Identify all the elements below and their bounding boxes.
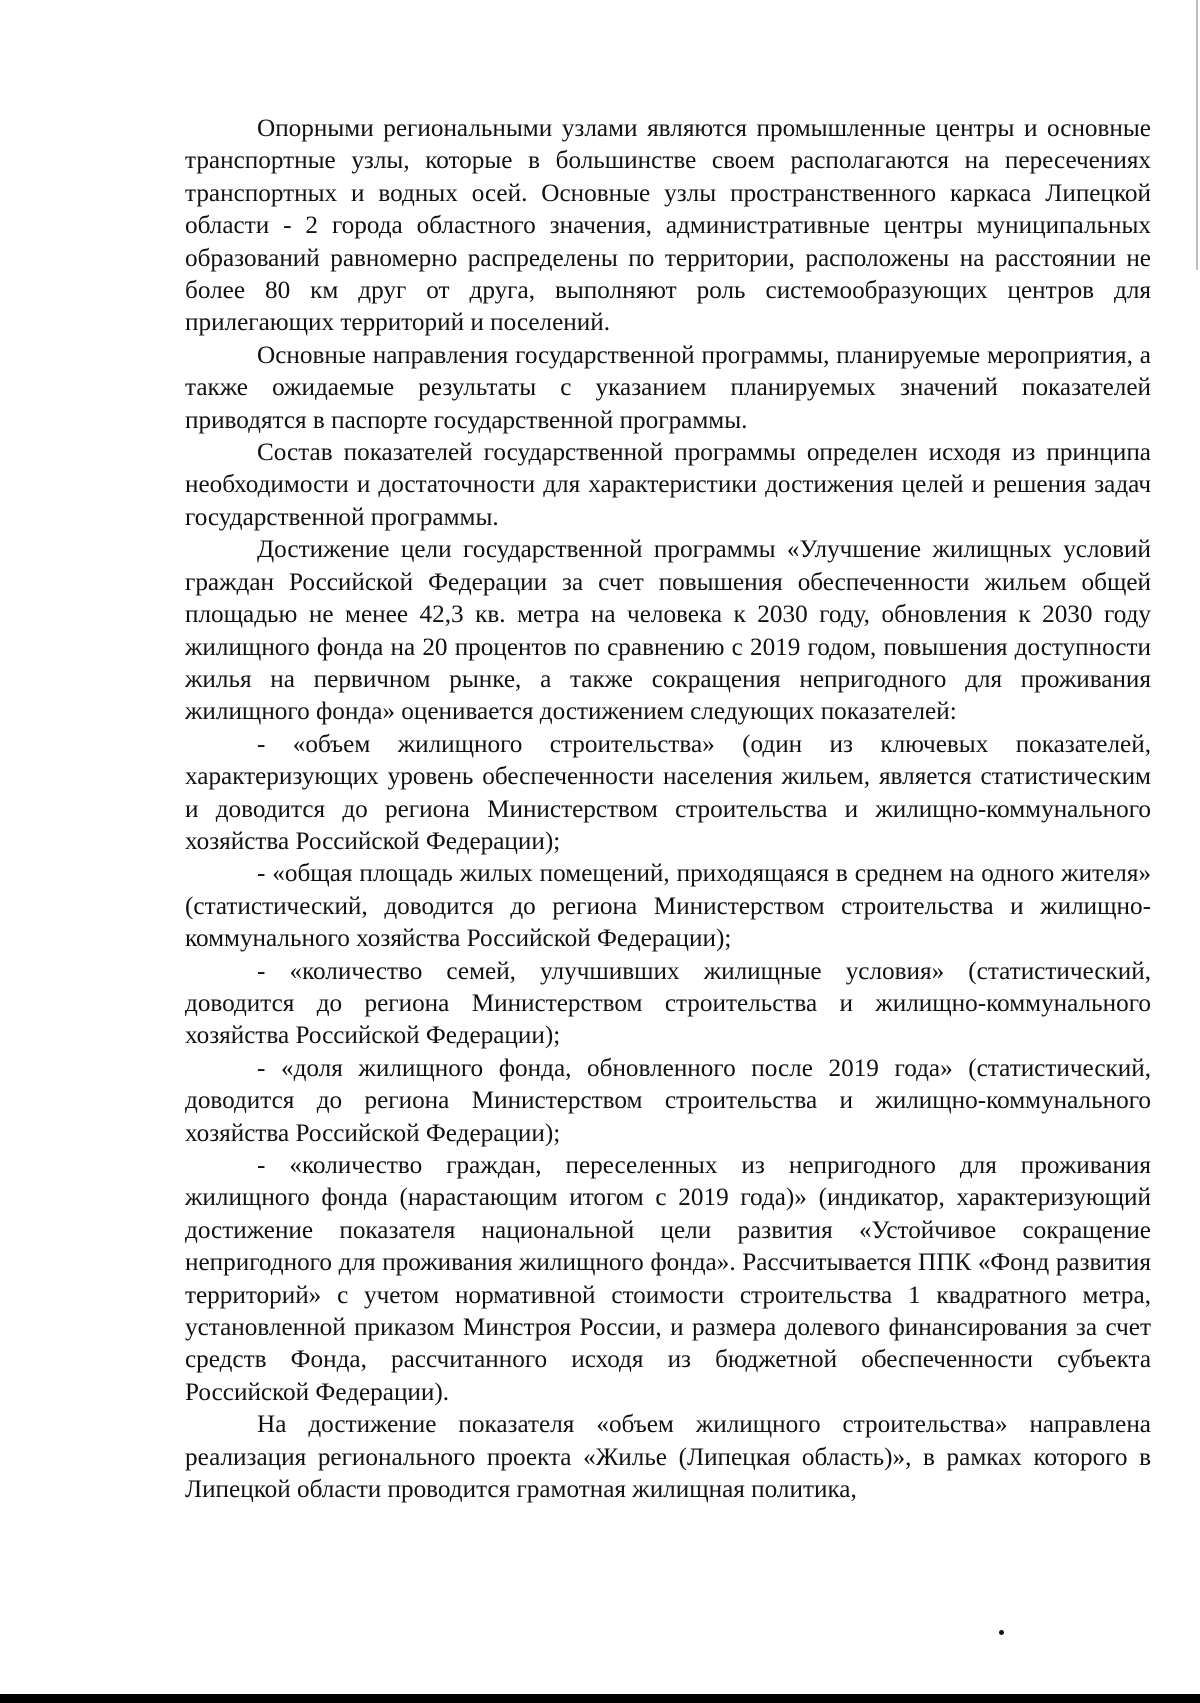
scan-edge-line xyxy=(1196,0,1198,270)
paragraph: Достижение цели государственной программы «Улучшение жилищных условий граждан Российской Федерации за счет повышения обеспеченности жильем общей площадью не менее 42,3 кв. метра на человека к 2030 году, обновления к 2030 году жилищного фонда на 20 процентов по сравнению с 2019 годом, повышения доступности жилья на первичном рынке, а также сокращения непригодного для проживания жилищного фонда» оценивается достижением следующих показателей: xyxy=(185,536,1151,726)
document-body xyxy=(185,113,1151,1506)
list-item-indicator: - «доля жилищного фонда, обновленного после 2019 года» (статистический, доводится до региона Министерством строительства и жилищно-коммунального хозяйства Российской Федерации); xyxy=(185,1054,1151,1147)
list-item-indicator: - «количество семей, улучшивших жилищные условия» (статистический, доводится до региона Министерством строительства и жилищно-коммунального хозяйства Российской Федерации); xyxy=(185,957,1151,1050)
paragraph: Состав показателей государственной программы определен исходя из принципа необходимости и достаточности для характеристики достижения целей и решения задач государственной программы. xyxy=(185,439,1151,531)
paragraph: На достижение показателя «объем жилищного строительства» направлена реализация регионального проекта «Жилье (Липецкая область)», в рамках которого в Липецкой области проводится грамотная жилищная политика, xyxy=(185,1411,1151,1504)
paragraph: Основные направления государственной программы, планируемые мероприятия, а также ожидаемые результаты с указанием планируемых значений показателей приводятся в паспорте государственной программы. xyxy=(185,341,1151,434)
paragraph: Опорными региональными узлами являются промышленные центры и основные транспортные узлы, которые в большинстве своем располагаются на пересечениях транспортных и водных осей. Основные узлы пространственного каркаса Липецкой области - 2 города областного значения, административные центры муниципальных образований равномерно распределены по территории, расположены на расстоянии не более 80 км друг от друга, выполняют роль системообразующих центров для прилегающих территорий и поселений. xyxy=(185,115,1151,337)
scan-bottom-border xyxy=(0,1694,1200,1703)
list-item-indicator: - «объем жилищного строительства» (один из ключевых показателей, характеризующих уровень обеспеченности населения жильем, является статистическим и доводится до региона Министерством строительства и жилищно-коммунального хозяйства Российской Федерации); xyxy=(185,730,1151,855)
list-item-indicator: - «общая площадь жилых помещений, приходящаяся в среднем на одного жителя» (статистический, доводится до региона Министерством строительства и жилищно-коммунального хозяйства Российской Федерации); xyxy=(185,860,1151,953)
scan-speck xyxy=(999,1630,1004,1635)
list-item-indicator: - «количество граждан, переселенных из непригодного для проживания жилищного фонда (нарастающим итогом с 2019 года)» (индикатор, характеризующий достижение показателя национальной цели развития «Устойчивое сокращение непригодного для проживания жилищного фонда». Рассчитывается ППК «Фонд развития территорий» с учетом нормативной стоимости строительства 1 квадратного метра, установленной приказом Минстроя России, и размера долевого финансирования за счет средств Фонда, рассчитанного исходя из бюджетной обеспеченности субъекта Российской Федерации). xyxy=(185,1152,1151,1406)
